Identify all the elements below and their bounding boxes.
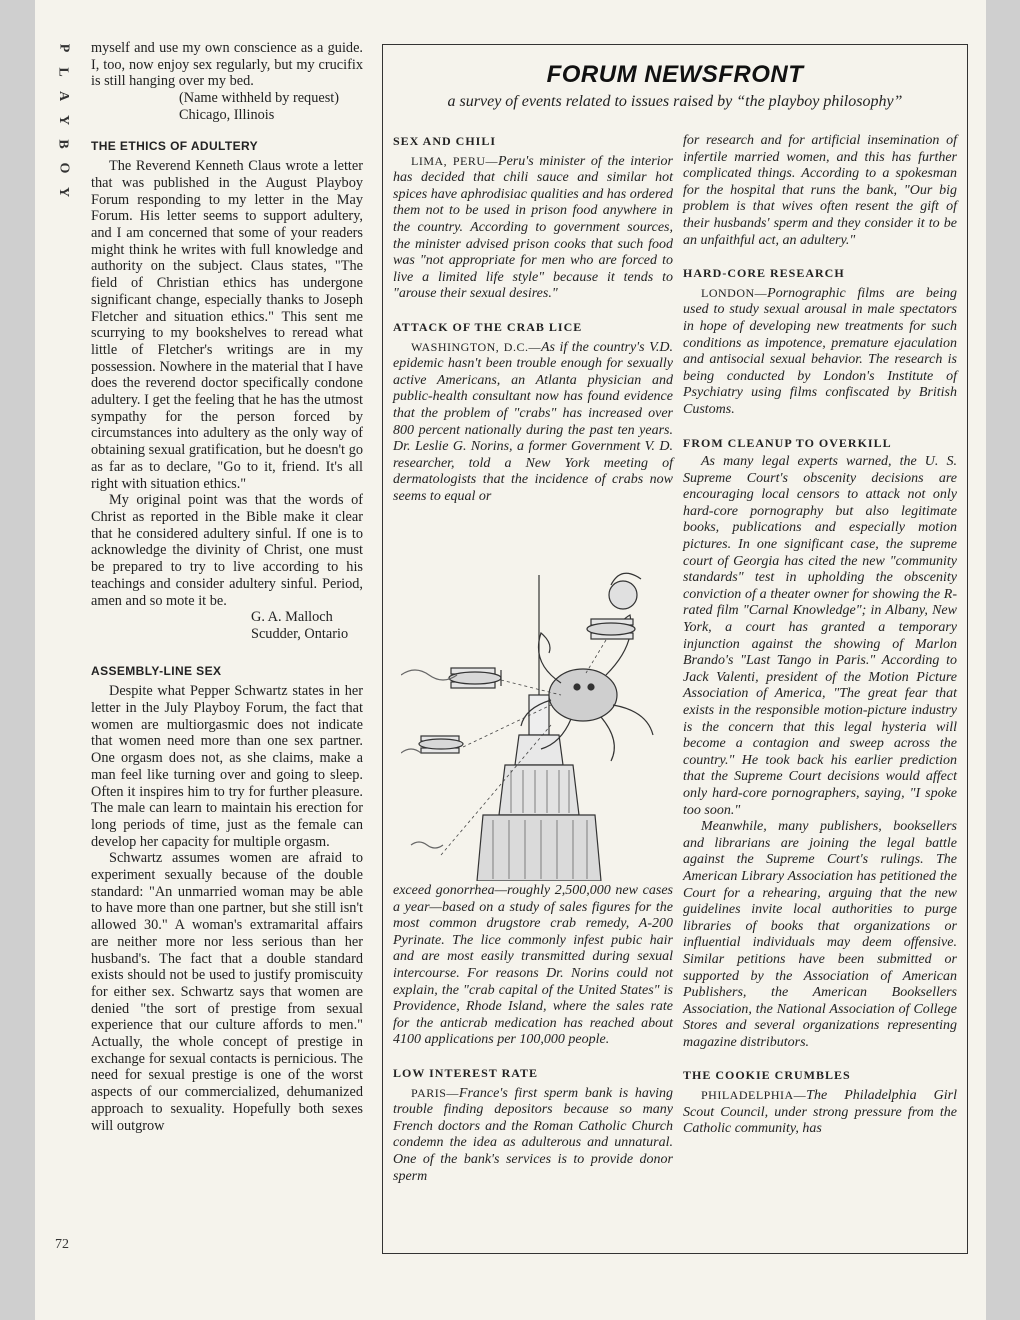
news-heading: ATTACK OF THE CRAB LICE — [393, 319, 583, 334]
spine-letter: L — [56, 67, 71, 77]
forum-newsfront-box — [382, 44, 968, 1254]
news-heading: THE COOKIE CRUMBLES — [683, 1068, 851, 1083]
news-heading: SEX AND CHILI — [393, 134, 497, 148]
letter-paragraph: Schwartz assumes women are afraid to experiment sexually because of the double standard: "An unmarried woman may be able to have more than one partner, but she still isn't allowed 30." A woman's extramarital affairs are neither more nor less serious than her husband's. The fact that a double standard exists should not be used to justify promiscuity for either sex. Schwartz says that women are denied "the sort of prestige from sexual experience that our culture affords to men." Actually, the whole concept of prestige in exchange for sexual contacts is pernicious. The need for sexual prestige is one of the worst aspects of our commercialized, dehumanized approach to sexuality. Hopefully both sexes will outgrow — [91, 850, 363, 1134]
letter-heading: THE ETHICS OF ADULTERY — [91, 138, 259, 153]
news-column-left-continued — [393, 883, 673, 1185]
news-column-right — [683, 133, 957, 1138]
signature-name: G. A. Malloch — [251, 609, 333, 626]
signature-place: Chicago, Illinois — [179, 106, 275, 123]
news-text: exceed gonorrhea—roughly 2,500,000 new cases a year—based on a study of sales figures for the most common drugstore crab remedy, A-200 Pyrinate. The lice commonly infest pubic hair and are most easily transmitted during sexual intercourse. For reasons Dr. Norins could not explain, the "crab capital of the United States" is Providence, Rhode Island, where the sales rate for the anticrab medication has reached about 4100 applications per 100,000 people. — [393, 883, 673, 1048]
letter-paragraph: Despite what Pepper Schwartz states in her letter in the July Playboy Forum, the fact that women are multiorgasmic does not indicate that women need more than one sex partner. One orgasm does not, as she claims, make a man feel like turning over and going to sleep. Often it inspires him to try for further pleasure. The male can learn to maintain his erection for long periods of time, just as the female can develop her capacity for multiple orgasm. — [91, 683, 363, 850]
news-text: for research and for artificial insemination of infertile married women, and this has further complicated things. According to a spokesman for the hospital that runs the bank, "Our big problem is that wives often resent the gift of their husbands' sperm and they consider it to be an unfaithful act, an adultery." — [683, 133, 957, 248]
news-heading: HARD-CORE RESEARCH — [683, 266, 845, 281]
forum-title: FORUM NEWSFRONT — [546, 61, 804, 88]
news-column-left — [393, 133, 673, 505]
letter-continuation: myself and use my own conscience as a guide. I, too, now enjoy sex regularly, but my crucifix is still hanging over my bed. — [91, 40, 363, 90]
news-text: The Philadelphia Girl Scout Council, under strong pressure from the Catholic community, has — [683, 1088, 957, 1137]
letter-paragraph: My original point was that the words of Christ as reported in the Bible make it clear that he considered adultery sinful. If one is to acknowledge the divinity of Christ, one must be prepared to try to live according to his teachings and consider adultery sinful. Period, amen and so mote it be. — [91, 492, 363, 609]
news-text: Peru's minister of the interior has decided that chili sauce and similar hot spices have aphrodisiac qualities and has ordered them not to be used in prison food anywhere in the country. According to government sources, the minister advised prison cooks that such food was "not appropriate for men who are forced to live a limited life style" because it tends to "arouse their sexual desires." — [393, 153, 673, 302]
dateline: PHILADELPHIA— — [701, 1088, 807, 1103]
news-text: Meanwhile, many publishers, booksellers and librarians are joining the legal battle against the Supreme Court's rulings. The American Library Association has petitioned the Court for a rehearing, arguing that the new guidelines invite local authorities to purge libraries of books that organizations or influential individuals may deem offensive. Similar petitions have been submitted or supported by the Association of American Publishers, the American Booksellers Association, the National Association of College Stores and several organizations representing magazine distributors. — [683, 819, 957, 1050]
dateline: LONDON— — [701, 285, 768, 300]
spine-letter: Y — [56, 186, 71, 198]
spine-letter: B — [56, 139, 71, 149]
dateline: LIMA, PERU— — [411, 153, 499, 168]
news-text: As many legal experts warned, the U. S. Supreme Court's obscenity decisions are encouraging local censors to attack not only hard-core pornography but also legitimate books, publications and especially motion pictures. In one significant case, the supreme court of Georgia has cited the new "community standards" test in upholding the obscenity conviction of a theater owner for showing the R-rated film "Carnal Knowledge"; in Albany, New York, a court has granted a temporary injunction against the showing of Marlon Brando's "Last Tango in Paris." According to Jack Valenti, president of the Motion Picture Association of America, "The great fear that exists in the responsible motion-picture industry is the concern that this legal hysteria will become a contagion and sweep across the country." He took back his earlier prediction that the Supreme Court decisions would affect only hard-core pornographers, saying, "I spoke too soon." — [683, 454, 957, 818]
letters-column — [91, 40, 363, 1134]
signature-name: (Name withheld by request) — [179, 90, 339, 107]
dateline: PARIS— — [411, 1085, 459, 1100]
spine-masthead — [53, 40, 73, 200]
letter-heading: ASSEMBLY-LINE SEX — [91, 663, 222, 678]
spine-letter: Y — [56, 114, 71, 126]
news-text: Pornographic films are being used to study sexual arousal in male spectators in hope of developing new treatments for such conditions as impotence, premature ejaculation and antisocial sexual behavior. The research is being conducted by London's Institute of Psychiatry using films confiscated by British Customs. — [683, 285, 957, 417]
crab-kong-illustration — [401, 555, 671, 881]
spine-letter: O — [55, 162, 71, 174]
news-heading: FROM CLEANUP TO OVERKILL — [683, 435, 892, 450]
news-text: France's first sperm bank is having trouble finding depositors because so many French doctors and the Roman Catholic Church condemn the idea as adulterous and unnatural. One of the bank's services is to provide donor sperm — [393, 1085, 673, 1184]
signature-place: Scudder, Ontario — [251, 625, 349, 642]
dateline: WASHINGTON, D.C.— — [411, 339, 541, 354]
forum-subtitle: a survey of events related to issues raised by “the playboy philosophy” — [447, 93, 903, 110]
page-number: 72 — [55, 1237, 69, 1252]
letter-paragraph: The Reverend Kenneth Claus wrote a letter that was published in the August Playboy Forum responding to my letter in the May Forum. His letter seems to support adultery, and I am concerned that some of your readers might think he writes with full knowledge and authority on the subject. Claus states, "The field of Christian ethics has undergone significant change, especially thanks to Joseph Fletcher and situation ethics." This sent me scurrying to my bookshelves to reread what little of Fletcher's writings are in my possession. Nowhere in the material that I have does the reverend doctor specifically condone adultery. I get the feeling that he has the utmost sympathy for the person forced by circumstances into adultery as the only way of obtaining sexual gratification, but he doesn't go as far as to declare, "Go to it, friend. It's all right with situation ethics." — [91, 158, 363, 492]
news-text: As if the country's V.D. epidemic hasn't been trouble enough for sexually active Americans, an Atlanta physician and public-health consultant now has found evidence that the problem of "crabs" has increased over 800 percent nationally during the past ten years. Dr. Leslie G. Norins, a former Government V. D. researcher, told a New York meeting of dermatologists that the incidence of crabs now seems to equal or — [393, 339, 673, 504]
news-heading: LOW INTEREST RATE — [393, 1065, 539, 1080]
magazine-page — [35, 0, 986, 1320]
spine-letter: A — [56, 90, 71, 102]
spine-letter: P — [56, 43, 71, 53]
